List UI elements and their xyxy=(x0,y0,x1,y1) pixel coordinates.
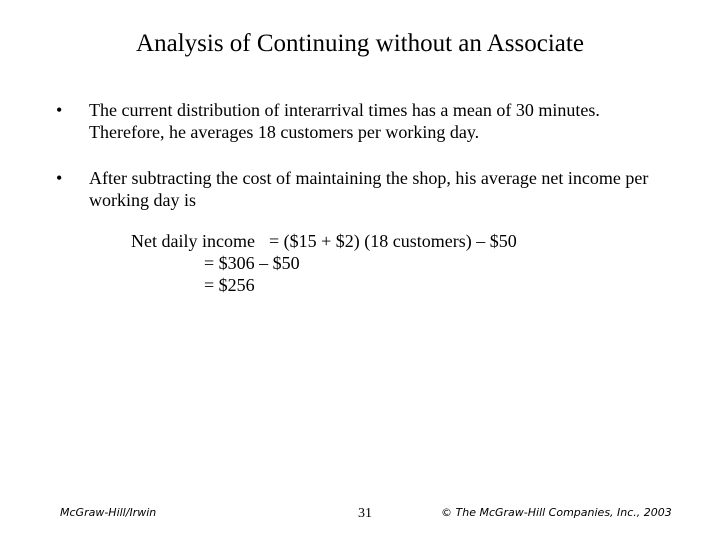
equation-rhs: = ($15 + $2) (18 customers) – $50 xyxy=(268,231,517,251)
footer-copyright: © The McGraw-Hill Companies, Inc., 2003 xyxy=(441,506,672,519)
bullet-mark: • xyxy=(56,100,63,120)
footer-publisher: McGraw-Hill/Irwin xyxy=(60,506,157,519)
bullet-text: After subtracting the cost of maintaining the shop, his average net income per working day is xyxy=(89,168,649,210)
equation-line-1 xyxy=(131,230,651,252)
equation-line-2: = $306 – $50 xyxy=(204,253,300,273)
equation-line-3: = $256 xyxy=(204,275,255,295)
equation-lhs: Net daily income xyxy=(131,231,255,251)
bullet-mark: • xyxy=(56,168,63,188)
slide-title: Analysis of Continuing without an Associate xyxy=(136,30,584,57)
page-number: 31 xyxy=(358,506,372,521)
net-income-equation xyxy=(131,230,651,296)
bullet-text: The current distribution of interarrival times has a mean of 30 minutes. Therefore, he averages 18 customers per working day. xyxy=(89,100,600,142)
